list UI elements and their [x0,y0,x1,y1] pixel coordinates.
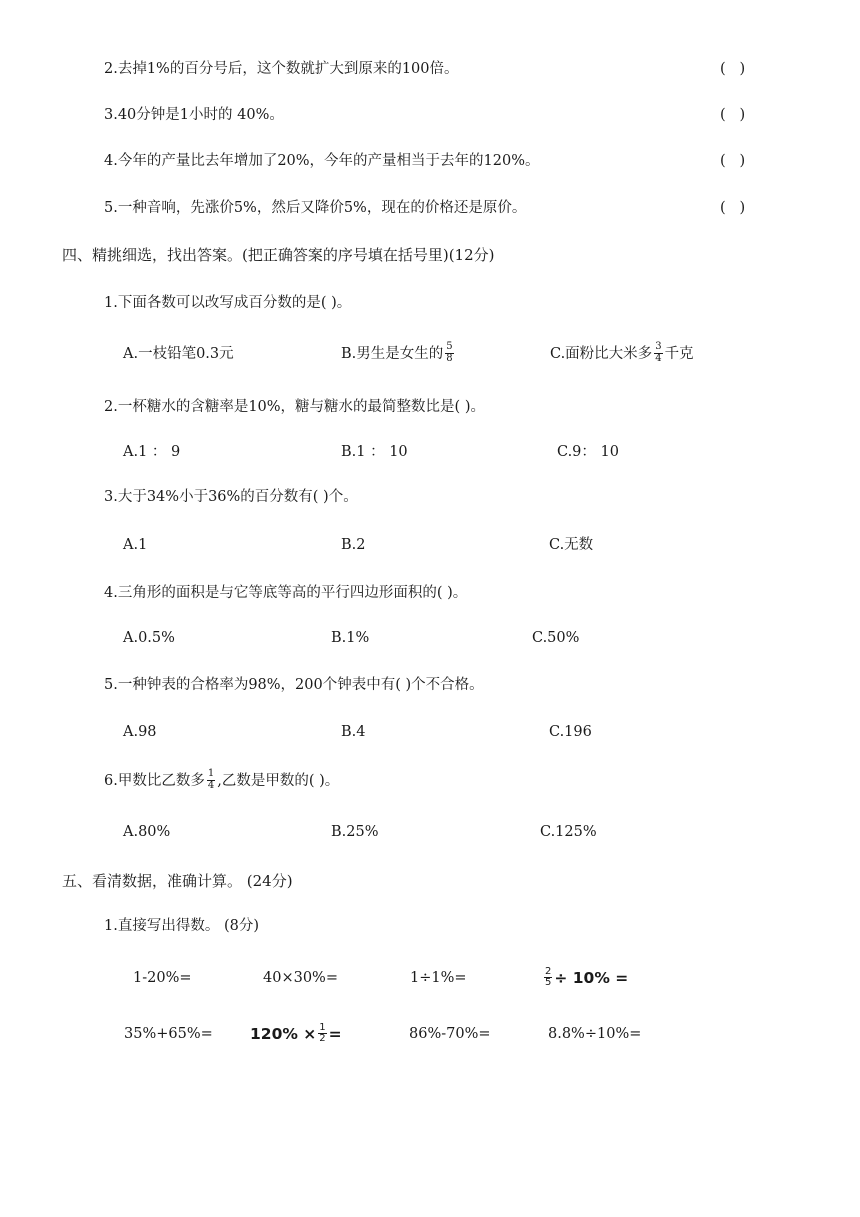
judge-item-5: 5.一种音响，先涨价5%，然后又降价5%，现在的价格还是原价。 [104,200,527,216]
question-4-1-option-b[interactable] [341,340,456,368]
question-4-6-option-c[interactable]: C.125% [540,824,597,840]
question-4-6-stem [104,767,339,795]
calc-120-percent-times-half[interactable] [250,1020,342,1048]
calc-40-times-30-percent[interactable]: 40×30%= [263,970,338,986]
fraction-three-quarters: $\frac{3}{4}$ [655,341,662,364]
question-4-3-stem: 3.大于34%小于36%的百分数有( )个。 [104,489,358,505]
answer-blank-judge-5[interactable]: ( ) [720,200,746,216]
question-4-3-option-b[interactable]: B.2 [341,537,366,553]
question-4-1-option-a[interactable]: A.一枝铅笔0.3元 [123,346,234,362]
calc-35-plus-65-percent[interactable]: 35%+65%= [124,1026,213,1042]
calc-e4-suffix: ÷ 10% = [554,969,629,987]
answer-blank-judge-2[interactable]: ( ) [720,61,746,77]
question-4-5-stem: 5.一种钟表的合格率为98%，200个钟表中有( )个不合格。 [104,677,484,693]
option-b-prefix: B.男生是女生的 [341,346,444,362]
question-4-2-option-c[interactable]: C.9： 10 [557,444,619,460]
question-4-2-stem: 2.一杯糖水的含糖率是10%，糖与糖水的最简整数比是( )。 [104,399,485,415]
calc-e2-prefix: 120% × [250,1025,317,1043]
calc-1-20-percent[interactable]: 1-20%= [133,970,192,986]
section-5-subheading: 1.直接写出得数。 (8分) [104,918,259,934]
calc-1-div-1-percent[interactable]: 1÷1%= [410,970,467,986]
calc-8-8-percent-div-10-percent[interactable]: 8.8%÷10%= [548,1026,642,1042]
judge-item-4: 4.今年的产量比去年增加了20%，今年的产量相当于去年的120%。 [104,153,540,169]
question-4-6-option-b[interactable]: B.25% [331,824,379,840]
question-4-5-option-c[interactable]: C.196 [549,724,592,740]
question-4-1-option-c[interactable] [550,340,694,368]
question-4-3-option-a[interactable]: A.1 [123,537,148,553]
calc-e2-suffix: = [328,1025,342,1043]
section-5-heading: 五、看清数据，准确计算。 (24分) [62,872,293,890]
question-4-4-stem: 4.三角形的面积是与它等底等高的平行四边形面积的( )。 [104,585,468,601]
question-4-6-option-a[interactable]: A.80% [123,824,171,840]
answer-blank-judge-4[interactable]: ( ) [720,153,746,169]
fraction-five-eighths: $\frac{5}{8}$ [446,341,453,364]
section-4-heading: 四、精挑细选，找出答案。(把正确答案的序号填在括号里)(12分) [62,246,495,264]
judge-item-2: 2.去掉1%的百分号后，这个数就扩大到原来的100倍。 [104,61,459,77]
question-4-2-option-b[interactable]: B.1 ： 10 [341,444,408,460]
fraction-one-half: $\frac{1}{2}$ [319,1021,326,1044]
calc-two-fifths-div-10-percent[interactable] [542,964,628,992]
calc-86-minus-70-percent[interactable]: 86%-70%= [409,1026,491,1042]
question-4-4-option-b[interactable]: B.1% [331,630,370,646]
option-c-suffix: 千克 [664,346,694,362]
question-4-5-option-a[interactable]: A.98 [123,724,157,740]
fraction-two-fifths: $\frac{2}{5}$ [545,965,552,988]
question-4-4-option-c[interactable]: C.50% [532,630,580,646]
fraction-one-quarter: $\frac{1}{4}$ [207,768,215,791]
judge-item-3: 3.40分钟是1小时的 40%。 [104,107,284,123]
question-4-1-stem: 1.下面各数可以改写成百分数的是( )。 [104,295,352,311]
answer-blank-judge-3[interactable]: ( ) [720,107,746,123]
question-4-6-prefix: 6.甲数比乙数多 [104,773,205,789]
question-4-5-option-b[interactable]: B.4 [341,724,366,740]
option-c-prefix: C.面粉比大米多 [550,346,653,362]
question-4-2-option-a[interactable]: A.1 ： 9 [123,444,181,460]
question-4-4-option-a[interactable]: A.0.5% [123,630,175,646]
question-4-3-option-c[interactable]: C.无数 [549,537,594,553]
question-4-6-suffix: ,乙数是甲数的( )。 [217,773,340,789]
